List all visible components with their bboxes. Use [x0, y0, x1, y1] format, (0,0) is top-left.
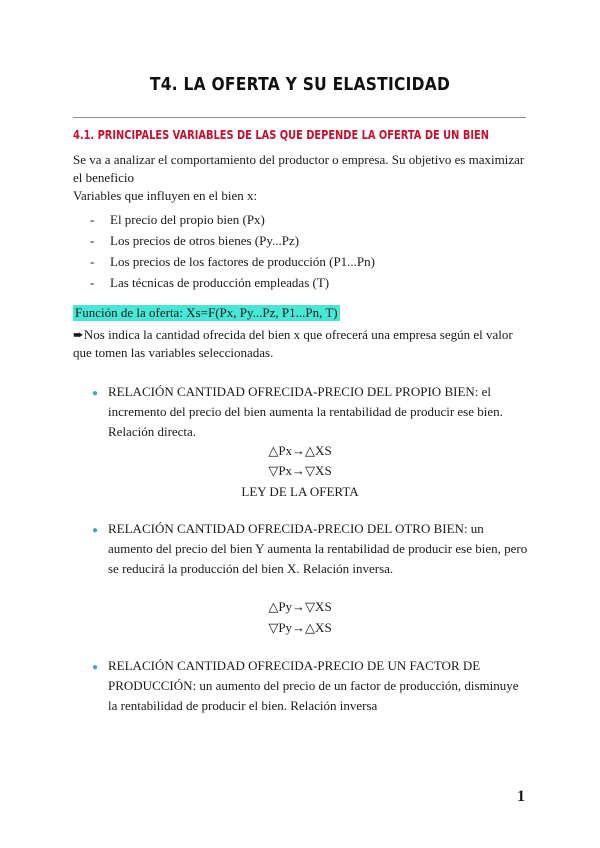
variables-list	[90, 209, 375, 293]
variables-intro: Variables que influyen en el bien x:	[73, 188, 258, 203]
bullet-factor-price: RELACIÓN CANTIDAD OFRECIDA-PRECIO DE UN FACTOR DE PRODUCCIÓN: un aumento del precio de un factor de producción, disminuye la rentabilidad de producir el bien. Relación inversa	[108, 658, 519, 713]
intro-paragraph: Se va a analizar el comportamiento del productor o empresa. Su objetivo es maximizar el beneficio	[73, 152, 525, 185]
formula-line: ▽Py→△XS	[268, 620, 332, 635]
list-item: - El precio del propio bien (Px)	[90, 209, 375, 230]
bullet-dot-icon: ●	[92, 525, 99, 536]
formula-line: △Px→△XS	[268, 443, 332, 458]
list-item: - Los precios de los factores de producción (P1...Pn)	[90, 251, 375, 272]
dash-marker: -	[90, 212, 95, 227]
formula-line: ▽Px→▽XS	[268, 463, 332, 478]
supply-function-description: ➨Nos indica la cantidad ofrecida del bien x que ofrecerá una empresa según el valor que tomen las variables seleccionadas.	[73, 327, 513, 360]
page-number: 1	[517, 788, 525, 805]
dash-marker: -	[90, 275, 95, 290]
law-of-supply: LEY DE LA OFERTA	[241, 484, 359, 499]
dash-marker: -	[90, 254, 95, 269]
list-item: - Las técnicas de producción empleadas (T)	[90, 272, 375, 293]
section-heading: 4.1. PRINCIPALES VARIABLES DE LAS QUE DEPENDE LA OFERTA DE UN BIEN	[73, 128, 489, 142]
dash-marker: -	[90, 233, 95, 248]
bullet-dot-icon: ●	[92, 662, 99, 673]
list-item: - Los precios de otros bienes (Py...Pz)	[90, 230, 375, 251]
title-divider	[73, 117, 526, 118]
bullet-dot-icon: ●	[92, 388, 99, 399]
formula-line: △Py→▽XS	[268, 599, 332, 614]
bullet-own-price: RELACIÓN CANTIDAD OFRECIDA-PRECIO DEL PROPIO BIEN: el incremento del precio del bien aumenta la rentabilidad de producir ese bien. Relación directa.	[108, 384, 503, 439]
page-title: T4. LA OFERTA Y SU ELASTICIDAD	[149, 74, 451, 95]
supply-function-highlight: Función de la oferta: Xs=F(Px, Py...Pz, P1...Pn, T)	[75, 305, 338, 320]
bullet-other-good-price: RELACIÓN CANTIDAD OFRECIDA-PRECIO DEL OTRO BIEN: un aumento del precio del bien Y aumenta la rentabilidad de producir ese bien, pero se reducirá la producción del bien X. Relación inversa.	[108, 521, 528, 576]
